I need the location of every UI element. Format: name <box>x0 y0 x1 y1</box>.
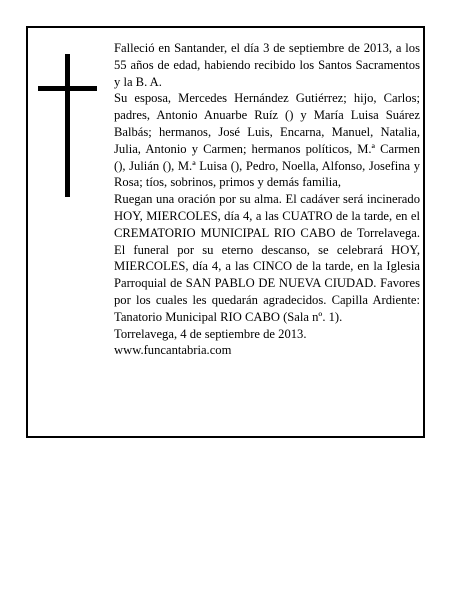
ceremony-paragraph: Ruegan una oración por su alma. El cadáver será incinerado HOY, MIERCOLES, día 4, a las CUATRO de la tarde, en el CREMATORIO MUNICIPAL RIO CABO de Torrelavega. El funeral por su eterno descanso, se celebrará HOY, MIERCOLES, día 4, a las CINCO de la tarde, en la Iglesia Parroquial de SAN PABLO DE NUEVA CIUDAD. Favores por los cuales les quedarán agradecidos. Capilla Ardiente: Tanatorio Municipal RIO CABO (Sala nº. 1). <box>114 192 420 324</box>
cross-vertical-bar <box>65 54 70 197</box>
death-announcement-paragraph: Falleció en Santander, el día 3 de septiembre de 2013, a los 55 años de edad, habiendo recibido los Santos Sacramentos y la B. A. <box>114 41 420 89</box>
website-line: www.funcantabria.com <box>114 343 232 358</box>
latin-cross-icon <box>38 54 97 197</box>
family-paragraph: Su esposa, Mercedes Hernández Gutiérrez; hijo, Carlos; padres, Antonio Anuarbe Ruíz () y María Luisa Suárez Balbás; hermanos, José Luis, Encarna, Manuel, Natalia, Julia, Antonio y Carmen; hermanos políticos, M.ª Carmen (), Julián (), M.ª Luisa (), Pedro, Noella, Alfonso, Josefina y Rosa; tíos, sobrinos, primos y demás familia, <box>114 91 420 190</box>
obituary-text <box>114 40 420 359</box>
place-date-line: Torrelavega, 4 de septiembre de 2013. <box>114 326 307 341</box>
cross-horizontal-bar <box>38 86 97 91</box>
